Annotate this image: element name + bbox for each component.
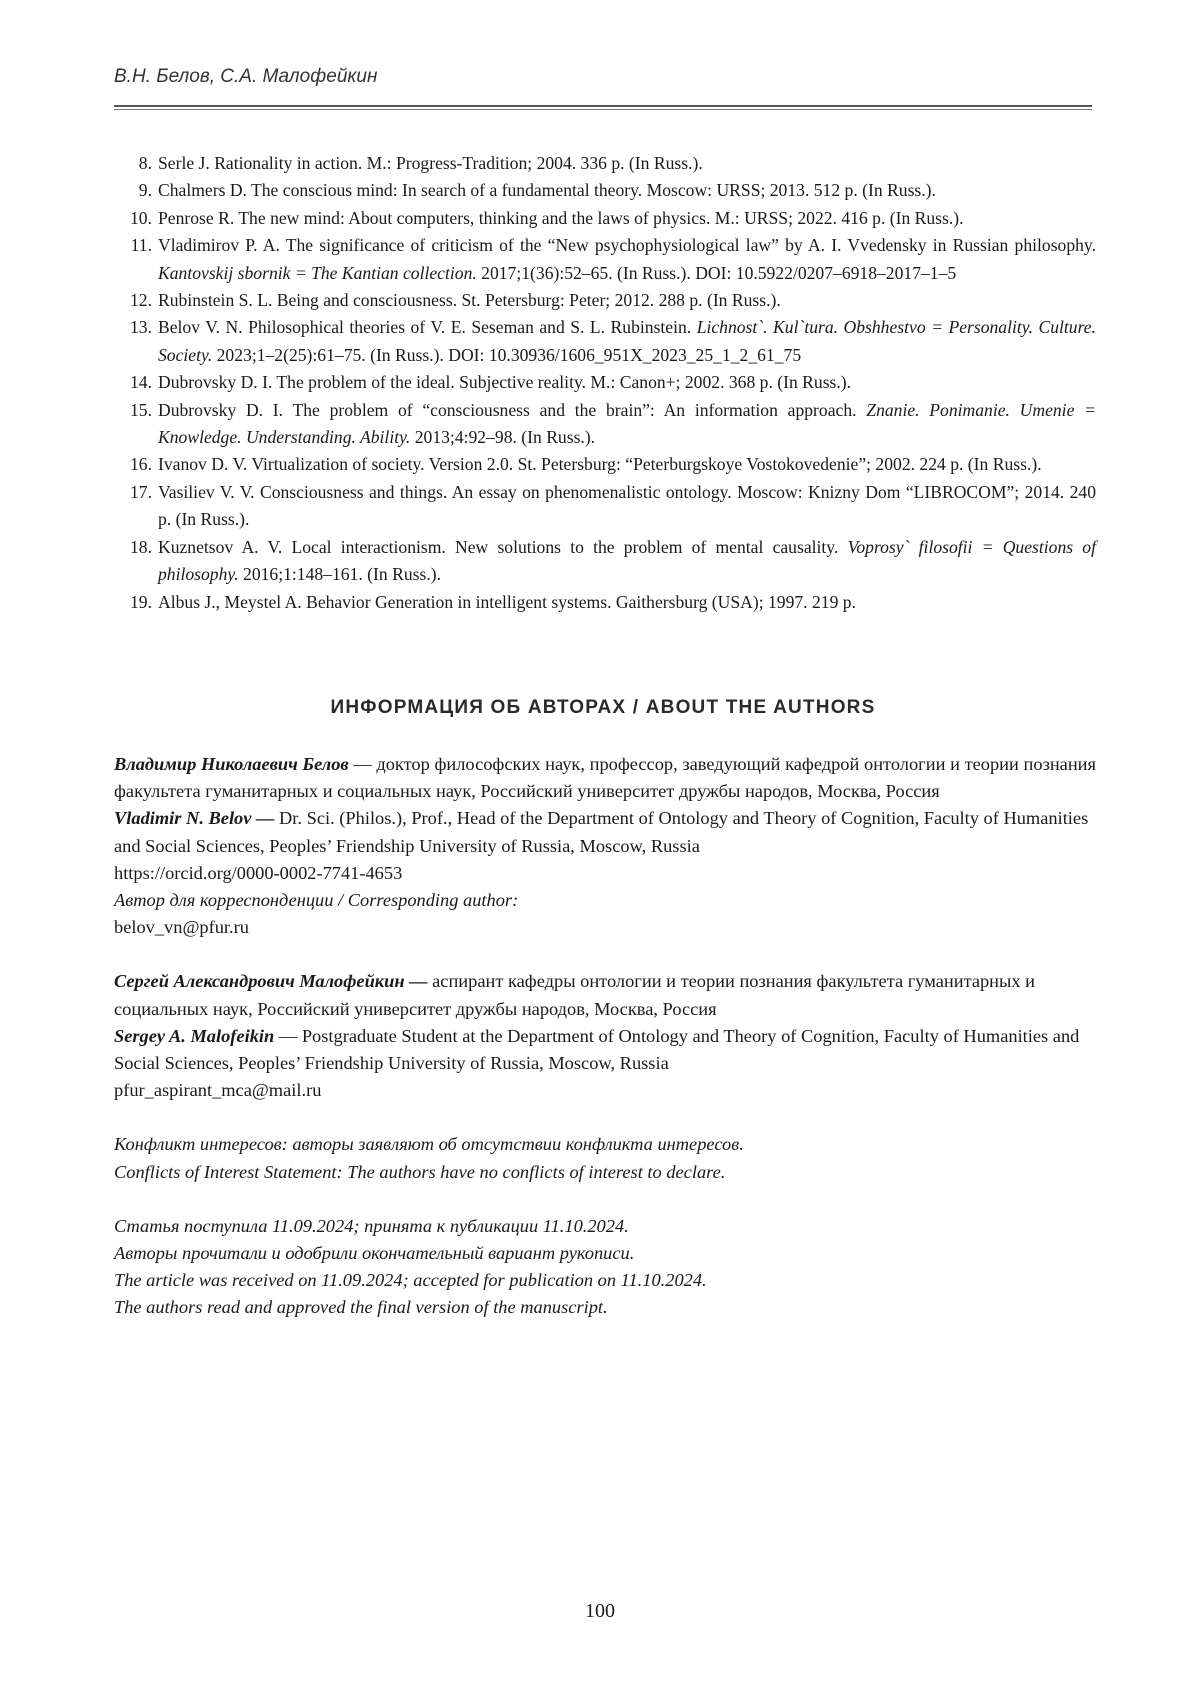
running-head: В.Н. Белов, С.А. Малофейкин (114, 66, 378, 87)
reference-segment: Penrose R. The new mind: About computers, thinking and the laws of physics. M.: URSS; 2022. 416 p. (In Russ.). (158, 207, 964, 228)
author1-orcid[interactable]: https://orcid.org/0000-0002-7741-4653 (114, 862, 403, 883)
reference-segment: Ivanov D. V. Virtualization of society. Version 2.0. St. Petersburg: “Peterburgskoye Vostokovedenie”; 2002. 224 p. (In Russ.). (158, 454, 1042, 475)
reference-number: 17. (130, 481, 152, 502)
reference-item (114, 451, 1096, 478)
reference-text (158, 177, 1096, 204)
conflict-statement-ru: Конфликт интересов: авторы заявляют об отсутствии конфликта интересов. (114, 1134, 744, 1155)
reference-item (114, 287, 1096, 314)
reference-item (114, 589, 1096, 616)
author2-desc-en: — Postgraduate Student at the Department of Ontology and Theory of Cognition, Faculty of Humanities and Social Sciences, Peoples’ Friendship University of Russia, Moscow, Russia (114, 1025, 1080, 1074)
reference-segment: Dubrovsky D. I. The problem of “consciousness and the brain”: An information approach. (158, 399, 867, 420)
header-rule-thin (114, 109, 1092, 110)
reference-text (158, 397, 1096, 452)
reference-number: 11. (130, 235, 152, 256)
reference-journal-title: Voprosy` filosofii = Questions of philosophy. (158, 536, 1096, 585)
approved-note-en: The authors read and approved the final version of the manuscript. (114, 1297, 608, 1318)
reference-text (158, 314, 1096, 369)
author2-desc-ru: аспирант кафедры онтологии и теории познания факультета гуманитарных и социальных наук, Российский университет дружбы народов, Москва, Россия (114, 971, 1036, 1019)
reference-segment: Dubrovsky D. I. The problem of the ideal. Subjective reality. M.: Canon+; 2002. 368 p. (In Russ.). (158, 372, 852, 393)
author2-name-ru: Сергей Александрович Малофейкин — (114, 971, 428, 992)
reference-item (114, 479, 1096, 534)
corresponding-author-label: Автор для корреспонденции / Corresponding author: (114, 890, 519, 911)
reference-number: 12. (130, 290, 152, 311)
page-number: 100 (585, 1600, 615, 1622)
reference-item (114, 369, 1096, 396)
reference-text (158, 287, 1096, 314)
reference-number: 10. (130, 207, 152, 228)
reference-journal-title: Znanie. Ponimanie. Umenie = Knowledge. Understanding. Ability. (158, 399, 1096, 448)
reference-segment: 2023;1–2(25):61–75. (In Russ.). DOI: 10.30936/1606_951X_2023_25_1_2_61_75 (212, 344, 802, 365)
author2-ru (114, 968, 1096, 1022)
reference-journal-title: Lichnost`. Kul`tura. Obshhestvo = Personality. Culture. Society. (158, 317, 1097, 365)
reference-number: 18. (130, 536, 152, 557)
spacer (114, 941, 1096, 968)
author2-name-en: Sergey A. Malofeikin (114, 1025, 275, 1046)
reference-segment: 2017;1(36):52–65. (In Russ.). DOI: 10.5922/0207–6918–2017–1–5 (476, 262, 957, 283)
reference-segment: Albus J., Meystel A. Behavior Generation in intelligent systems. Gaithersburg (USA); 1997. 219 p. (158, 591, 856, 612)
author1-email[interactable]: belov_vn@pfur.ru (114, 917, 249, 938)
author2-en (114, 1023, 1096, 1077)
reference-text (158, 451, 1096, 478)
reference-number: 13. (130, 317, 152, 338)
reference-journal-title: Kantovskij sbornik = The Kantian collection. (158, 262, 477, 283)
author2-email[interactable]: pfur_aspirant_mca@mail.ru (114, 1080, 322, 1101)
reference-text (158, 534, 1096, 589)
spacer (114, 1104, 1096, 1131)
reference-item (114, 397, 1096, 452)
authors-info (114, 751, 1096, 1322)
approved-note-ru: Авторы прочитали и одобрили окончательный вариант рукописи. (114, 1243, 635, 1264)
reference-segment: Chalmers D. The conscious mind: In search of a fundamental theory. Moscow: URSS; 2013. 512 p. (In Russ.). (158, 180, 936, 201)
reference-item (114, 314, 1096, 369)
reference-segment: Vladimirov P. A. The significance of criticism of the “New psychophysiological law” by A. I. Vvedensky in Russian philosophy. (158, 235, 1096, 256)
reference-list (114, 150, 1096, 616)
reference-number: 19. (130, 591, 152, 612)
spacer (114, 1186, 1096, 1213)
reference-text (158, 369, 1096, 396)
reference-number: 8. (138, 153, 152, 173)
reference-segment: Kuznetsov A. V. Local interactionism. New solutions to the problem of mental causality. (158, 536, 848, 557)
author1-desc-en: Dr. Sci. (Philos.), Prof., Head of the Department of Ontology and Theory of Cognition, Faculty of Humanities and Social Sciences, Peoples’ Friendship University of Russia, Moscow, Russia (114, 808, 1089, 856)
reference-segment: Belov V. N. Philosophical theories of V. E. Seseman and S. L. Rubinstein. (158, 317, 697, 338)
reference-text (158, 589, 1096, 616)
reference-segment: Serle J. Rationality in action. M.: Progress-Tradition; 2004. 336 p. (In Russ.). (158, 153, 703, 173)
reference-text (158, 479, 1096, 534)
reference-item (114, 205, 1096, 232)
reference-text (158, 150, 1096, 177)
author1-desc-ru: — доктор философских наук, профессор, заведующий кафедрой онтологии и теории познания факультета гуманитарных и социальных наук, Российский университет дружбы народов, Москва, Россия (114, 754, 1096, 802)
reference-item (114, 232, 1096, 287)
received-date-en: The article was received on 11.09.2024; accepted for publication on 11.10.2024. (114, 1270, 707, 1291)
reference-item (114, 150, 1096, 177)
reference-text (158, 205, 1096, 232)
conflict-statement-en: Conflicts of Interest Statement: The authors have no conflicts of interest to declare. (114, 1161, 726, 1182)
author1-name-en: Vladimir N. Belov — (114, 808, 275, 829)
author1-ru (114, 751, 1096, 805)
reference-segment: 2016;1:148–161. (In Russ.). (238, 564, 441, 585)
header-rule-thick (114, 105, 1092, 107)
reference-number: 14. (130, 372, 152, 393)
author1-en (114, 805, 1096, 859)
reference-number: 16. (130, 454, 152, 475)
reference-number: 9. (138, 180, 152, 201)
received-date-ru: Статья поступила 11.09.2024; принята к публикации 11.10.2024. (114, 1215, 629, 1236)
reference-segment: 2013;4:92–98. (In Russ.). (410, 427, 596, 448)
reference-item (114, 534, 1096, 589)
reference-item (114, 177, 1096, 204)
reference-text (158, 232, 1096, 287)
reference-segment: Rubinstein S. L. Being and consciousness. St. Petersburg: Peter; 2012. 288 p. (In Russ.). (158, 290, 781, 311)
reference-number: 15. (130, 399, 152, 420)
author1-name-ru: Владимир Николаевич Белов (114, 754, 349, 774)
section-heading-about-authors: ИНФОРМАЦИЯ ОБ АВТОРАХ / ABOUT THE AUTHORS (330, 697, 876, 718)
reference-segment: Vasiliev V. V. Consciousness and things. An essay on phenomenalistic ontology. Moscow: Knizny Dom “LIBROCOM”; 2014. 240 p. (In Russ.). (158, 481, 1096, 530)
